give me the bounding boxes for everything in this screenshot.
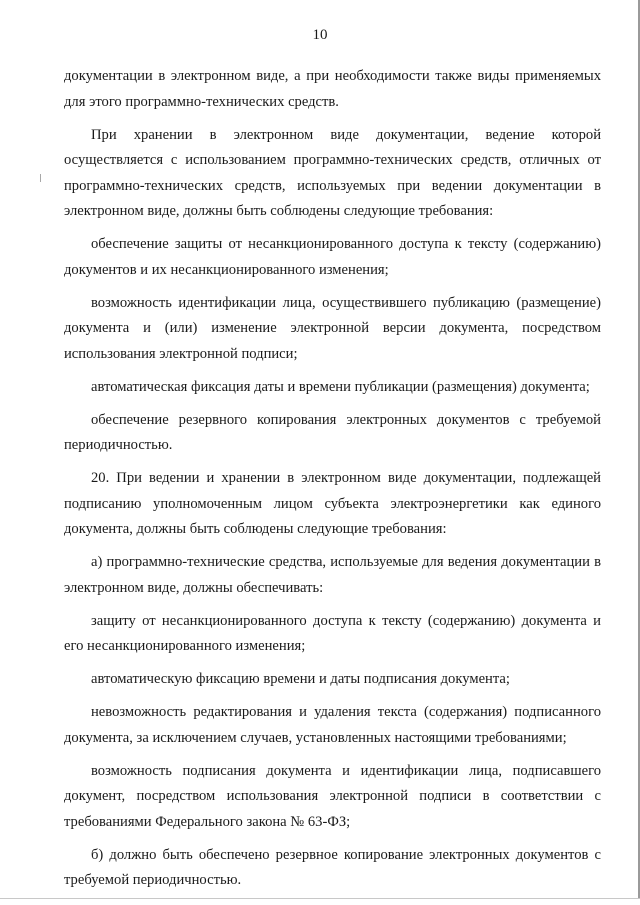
document-body <box>64 64 601 894</box>
paragraph-storage-requirements: При хранении в электронном виде документации, ведение которой осуществляется с использованием программно-технических средств, отличных от программно-технических средств, используемых при ведении документации в электронном виде, должны быть соблюдены следующие требования: <box>64 126 601 219</box>
page-number: 10 <box>312 27 328 43</box>
scan-artifact <box>40 174 41 182</box>
paragraph-backup: обеспечение резервного копирования электронных документов с требуемой периодичностью. <box>64 411 601 453</box>
paragraph-item-b: б) должно быть обеспечено резервное копирование электронных документов с требуемой периодичностью. <box>64 846 601 888</box>
paragraph-identification: возможность идентификации лица, осуществившего публикацию (размещение) документа и (или) изменение электронной версии документа, посредством использования электронной подписи; <box>64 294 601 362</box>
paragraph-signature: возможность подписания документа и идентификации лица, подписавшего документ, посредством использования электронной подписи в соответствии с требованиями Федерального закона № 63-ФЗ; <box>64 762 601 830</box>
page-bottom-edge <box>0 898 640 905</box>
paragraph-date-fixation: автоматическая фиксация даты и времени публикации (размещения) документа; <box>91 378 590 395</box>
paragraph-item-a: а) программно-технические средства, используемые для ведения документации в электронном виде, должны обеспечивать: <box>64 554 601 596</box>
paragraph-continuation: документации в электронном виде, а при необходимости также виды применяемых для этого программно-технических средств. <box>64 68 601 110</box>
paragraph-access-protection-document: защиту от несанкционированного доступа к тексту (содержанию) документа и его несанкционированного изменения; <box>64 612 601 654</box>
paragraph-signing-time: автоматическую фиксацию времени и даты подписания документа; <box>91 671 510 687</box>
paragraph-item-20: 20. При ведении и хранении в электронном виде документации, подлежащей подписанию уполномоченным лицом субъекта электроэнергетики как единого документа, должны быть соблюдены следующие требования: <box>64 470 601 537</box>
paragraph-access-protection: обеспечение защиты от несанкционированного доступа к тексту (содержанию) документов и их несанкционированного изменения; <box>64 236 601 278</box>
paragraph-no-editing: невозможность редактирования и удаления текста (содержания) подписанного документа, за исключением случаев, установленных настоящими требованиями; <box>64 704 601 746</box>
